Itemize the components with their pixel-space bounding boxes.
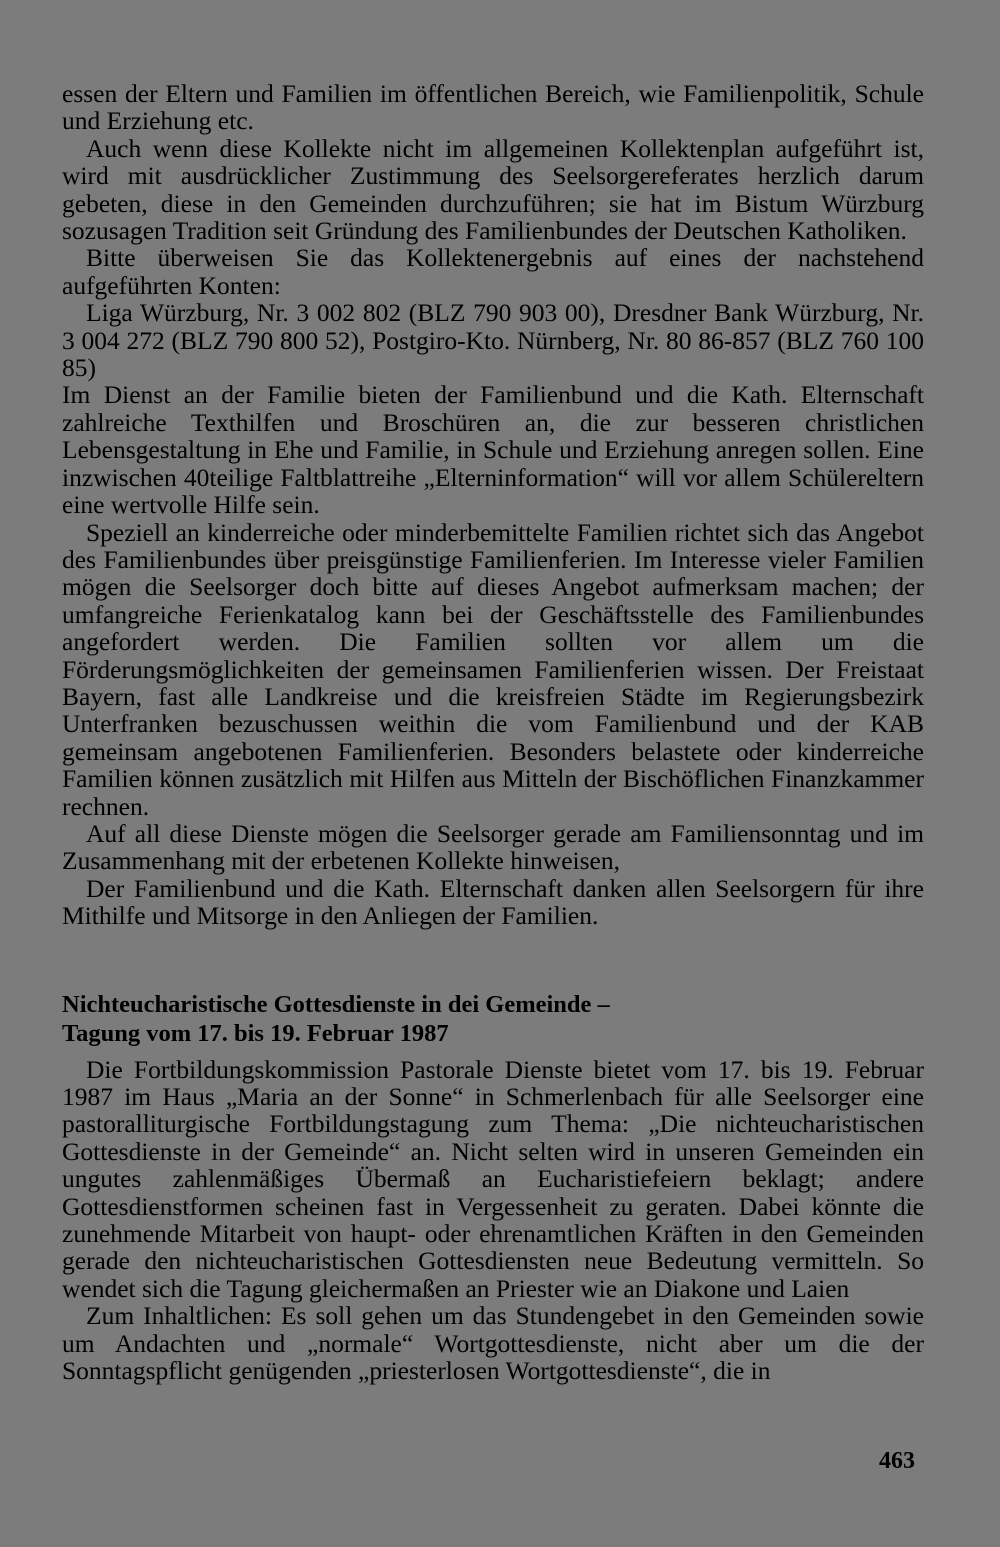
- page-number: 463: [879, 1448, 915, 1474]
- paragraph-transfer-instruction: Bitte überweisen Sie das Kollektenergebnis auf eines der nachstehend aufgeführten Konten:: [62, 243, 924, 300]
- section-heading-line1: Nichteucharistische Gottesdienste in dei Gemeinde –: [62, 990, 610, 1018]
- paragraph-thanks: Der Familienbund und die Kath. Elternschaft danken allen Seelsorgern für ihre Mithilfe und Mitsorge in den Anliegen der Familien.: [62, 873, 924, 931]
- paragraph-pastors-note: Auf all diese Dienste mögen die Seelsorger gerade am Familiensonntag und im Zusammenhang mit der erbetenen Kollekte hinweisen,: [62, 818, 924, 876]
- page-body: [62, 80, 924, 1384]
- section-heading-line2: Tagung vom 17. bis 19. Februar 1987: [62, 1019, 449, 1047]
- paragraph-training-commission: Die Fortbildungskommission Pastorale Dienste bietet vom 17. bis 19. Februar 1987 im Haus „Maria an der Sonne“ in Schmerlenbach für alle Seelsorger eine pastoralliturgische Fortbildungstagung zum Thema: „Die nichteucharistischen Gottesdienste in der Gemeinde“ an. Nicht selten wird in unseren Gemeinden ein ungutes zahlenmäßiges Übermaß an Eucharistiefeiern beklagt; andere Gottesdienstformen scheinen fast in Vergessenheit zu geraten. Dabei könnte die zunehmende Mitarbeit von haupt- oder ehrenamtlichen Kräften in den Gemeinden gerade den nichteucharistischen Gottesdiensten neue Bedeutung vermitteln. So wendet sich die Tagung gleichermaßen an Priester wie an Diakone und Laien: [62, 1054, 924, 1303]
- paragraph-content: Zum Inhaltlichen: Es soll gehen um das Stundengebet in den Gemeinden sowie um Andachten und „normale“ Wortgottesdienste, nicht aber um die der Sonntagspflicht genügenden „priesterlosen Wortgottesdienste“, die in: [62, 1301, 924, 1386]
- paragraph-family-interests: essen der Eltern und Familien im öffentlichen Bereich, wie Familienpolitik, Schule und Erziehung etc.: [62, 79, 924, 136]
- section-heading: [62, 990, 924, 1048]
- paragraph-text-aids: Im Dienst an der Familie bieten der Familienbund und die Kath. Elternschaft zahlreiche Texthilfen und Broschüren an, die zur besseren christlichen Lebensgestaltung in Ehe und Familie, in Schule und Erziehung anregen sollen. Eine inzwischen 40teilige Faltblattreihe „Elterninformation“ will vor allem Schülereltern eine wertvolle Hilfe sein.: [62, 380, 924, 520]
- section-spacer: [62, 930, 924, 990]
- paragraph-collection-request: Auch wenn diese Kollekte nicht im allgemeinen Kollektenplan aufgeführt ist, wird mit ausdrücklicher Zustimmung des Seelsorgereferates herzlich darum gebeten, diese in den Gemeinden durchzuführen; sie hat im Bistum Würzburg sozusagen Tradition seit Gründung des Familienbundes der Deutschen Katholiken.: [62, 133, 924, 246]
- paragraph-family-holidays: Speziell an kinderreiche oder minderbemittelte Familien richtet sich das Angebot des Familienbundes über preisgünstige Familienferien. Im Interesse vieler Familien mögen die Seelsorger doch bitte auf dieses Angebot aufmerksam machen; der umfangreiche Ferienkatalog kann bei der Geschäftsstelle des Familienbundes angefordert werden. Die Familien sollten vor allem um die Förderungsmöglichkeiten der gemeinsamen Familienferien wissen. Der Freistaat Bayern, fast alle Landkreise und die kreisfreien Städte im Regierungsbezirk Unterfranken bezuschussen weithin die vom Familienbund und der KAB gemeinsam angebotenen Familienferien. Besonders belastete oder kinderreiche Familien können zusätzlich mit Hilfen aus Mitteln der Bischöflichen Finanzkammer rechnen.: [62, 517, 924, 821]
- paragraph-bank-accounts: Liga Würzburg, Nr. 3 002 802 (BLZ 790 903 00), Dresdner Bank Würzburg, Nr. 3 004 272 (BLZ 790 800 52), Postgiro-Kto. Nürnberg, Nr. 80 86-857 (BLZ 760 100 85): [62, 298, 924, 383]
